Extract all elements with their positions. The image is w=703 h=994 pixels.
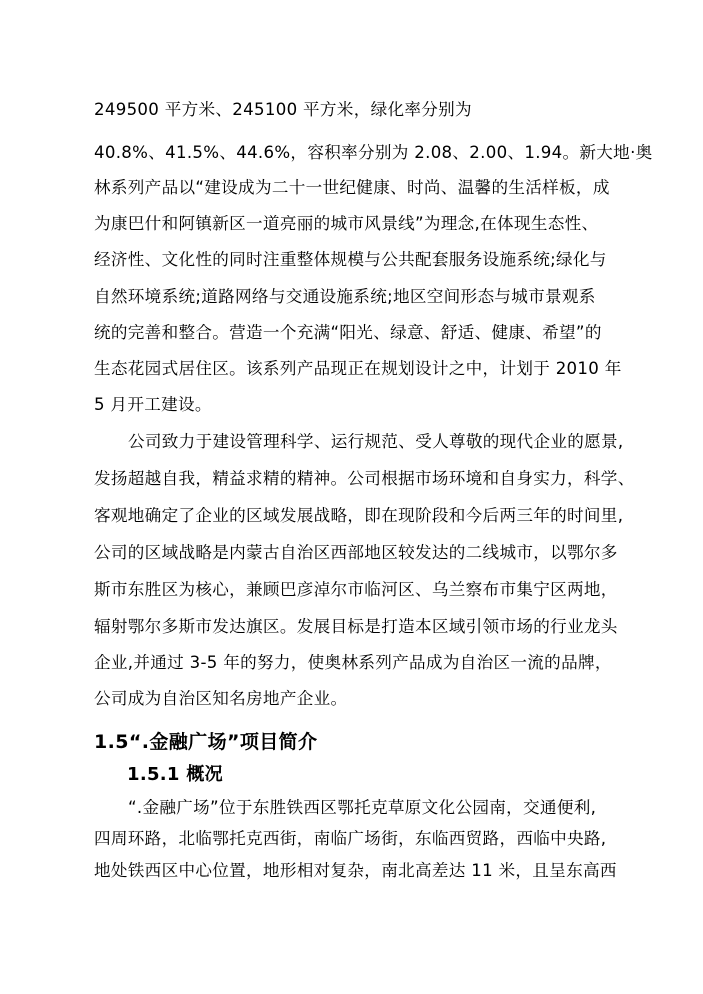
- text-line: 四周环路，北临鄂托克西街，南临广场街，东临西贸路，西临中央路,: [94, 829, 607, 848]
- text-line: 249500 平方米、245100 平方米，绿化率分别为: [94, 100, 472, 119]
- text-line: 统的完善和整合。营造一个充满“阳光、绿意、舒适、健康、希望”的: [94, 323, 602, 342]
- text-line: 5 月开工建设。: [94, 395, 212, 414]
- sub-heading: 1.5.1 概况: [127, 764, 223, 785]
- text-line: 自然环境系统;道路网络与交通设施系统;地区空间形态与城市景观系: [94, 287, 596, 306]
- text-line: 地处铁西区中心位置，地形相对复杂，南北高差达 11 米，且呈东高西: [94, 861, 617, 880]
- text-line: 斯市东胜区为核心，兼顾巴彦淖尔市临河区、乌兰察布市集宁区两地，: [94, 580, 618, 599]
- section-heading: 1.5“.金融广场”项目简介: [94, 731, 318, 753]
- text-line: 公司的区域战略是内蒙古自治区西部地区较发达的二线城市，以鄂尔多: [94, 543, 618, 562]
- text-line: 公司致力于建设管理科学、运行规范、受人尊敬的现代企业的愿景,: [128, 432, 624, 451]
- text-line: 辐射鄂尔多斯市发达旗区。发展目标是打造本区域引领市场的行业龙头: [94, 617, 618, 636]
- text-line: 客观地确定了企业的区域发展战略，即在现阶段和今后两三年的时间里,: [94, 506, 624, 525]
- text-line: 40.8%、41.5%、44.6%，容积率分别为 2.08、2.00、1.94。新大地·奥: [94, 143, 653, 162]
- text-line: 林系列产品以“建设成为二十一世纪健康、时尚、温馨的生活样板，成: [94, 178, 610, 197]
- text-line: 经济性、文化性的同时注重整体规模与公共配套服务设施系统;绿化与: [94, 250, 607, 269]
- text-line: “.金融广场”位于东胜铁西区鄂托克草原文化公园南，交通便利,: [128, 798, 597, 817]
- text-line: 为康巴什和阿镇新区一道亮丽的城市风景线”为理念,在体现生态性、: [94, 214, 599, 233]
- text-line: 生态花园式居住区。该系列产品现正在规划设计之中，计划于 2010 年: [94, 359, 622, 378]
- text-line: 公司成为自治区知名房地产企业。: [94, 689, 348, 708]
- text-line: 发扬超越自我，精益求精的精神。公司根据市场环境和自身实力，科学、: [94, 469, 635, 488]
- text-line: 企业,并通过 3-5 年的努力，使奥林系列产品成为自治区一流的品牌，: [94, 653, 612, 672]
